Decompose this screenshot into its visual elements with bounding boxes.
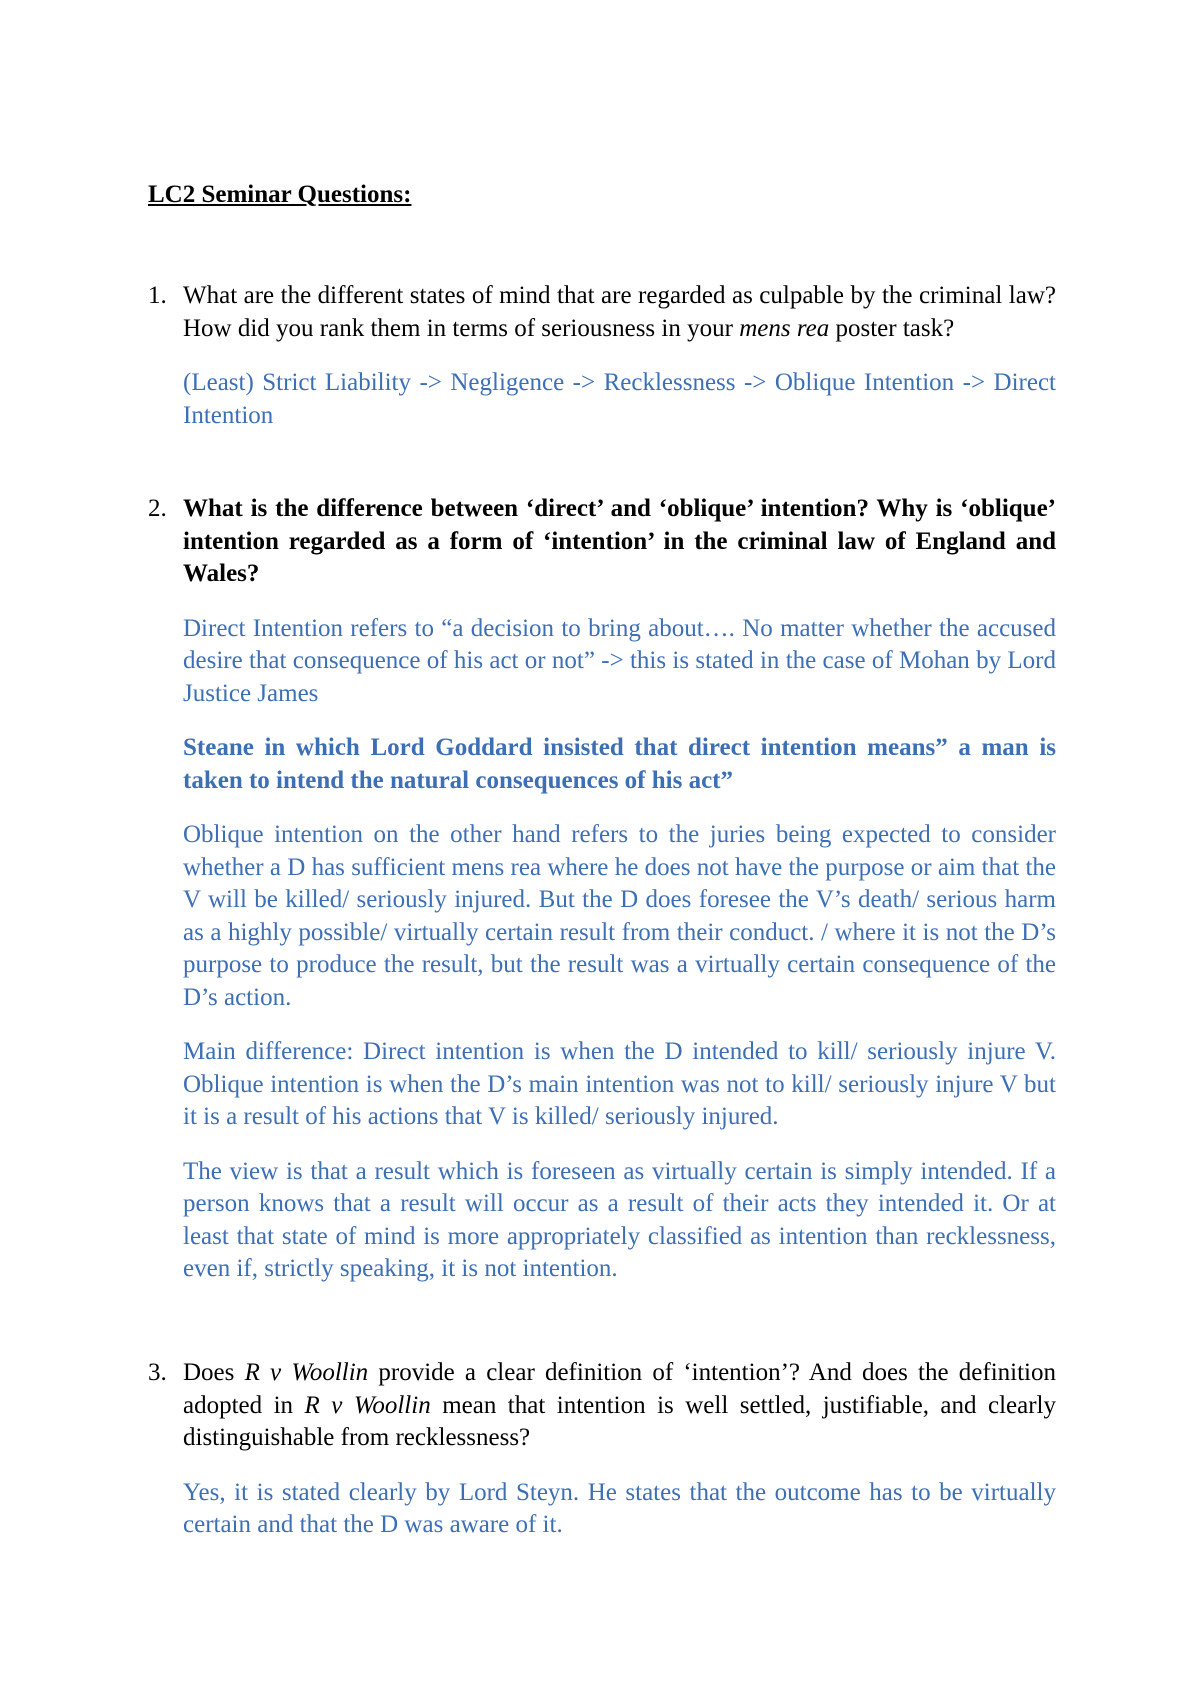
question-text-part: mean that intention is well settled, justifiable, and clearly distinguishable from recklessness? — [183, 1391, 1056, 1451]
answer-paragraph: Oblique intention on the other hand refers to the juries being expected to consider whether a D has sufficient mens rea where he does not have the purpose or aim that the V will be killed/ seriously injured. But the D does foresee the V’s death/ serious harm as a highly possible/ virtually certain result from their conduct. / where it is not the D’s purpose to produce the result, but the result was a virtually certain consequence of the D’s action. — [183, 821, 1056, 1011]
question-text-part: provide a clear definition of ‘intention’? And does the definition adopted in — [183, 1359, 1056, 1419]
question-3 — [148, 1357, 1056, 1542]
question-number: 3. — [148, 1359, 167, 1386]
document-title: LC2 Seminar Questions: — [148, 181, 412, 208]
question-text-part: poster task? — [829, 314, 955, 342]
answer-paragraph: Steane in which Lord Goddard insisted that direct intention means” a man is taken to intend the natural consequences of his act” — [183, 734, 1056, 794]
case-name-italic: R v Woollin — [244, 1359, 369, 1386]
answer-paragraph: Yes, it is stated clearly by Lord Steyn. He states that the outcome has to be virtually certain and that the D was aware of it. — [183, 1478, 1056, 1538]
answer-paragraph: (Least) Strict Liability -> Negligence -> Recklessness -> Oblique Intention -> Direct Intention — [183, 369, 1056, 429]
question-text-part: What are the different states of mind that are regarded as culpable by the criminal law? How did you rank them in terms of seriousness in your — [183, 282, 1056, 342]
answer-paragraph: Main difference: Direct intention is when the D intended to kill/ seriously injure V. Oblique intention is when the D’s main intention was not to kill/ seriously injure V but it is a result of his actions that V is killed/ seriously injured. — [183, 1038, 1056, 1130]
answer-paragraph: Direct Intention refers to “a decision to bring about…. No matter whether the accused desire that consequence of his act or not” -> this is stated in the case of Mohan by Lord Justice James — [183, 614, 1056, 707]
question-text: What is the difference between ‘direct’ and ‘oblique’ intention? Why is ‘oblique’ intention regarded as a form of ‘intention’ in the criminal law of England and Wales? — [183, 495, 1056, 587]
question-2 — [148, 493, 1056, 1286]
question-1 — [148, 280, 1056, 432]
question-number: 1. — [148, 282, 167, 309]
question-text — [183, 280, 1056, 345]
answer-paragraph: The view is that a result which is foreseen as virtually certain is simply intended. If a person knows that a result will occur as a result of their acts they intended it. Or at least that state of mind is more appropriately classified as intention than recklessness, even if, strictly speaking, it is not intention. — [183, 1157, 1056, 1282]
question-text-part: Does — [183, 1359, 245, 1386]
question-number: 2. — [148, 495, 167, 522]
case-name-italic: R v Woollin — [304, 1391, 431, 1419]
question-term-italic: mens rea — [739, 314, 830, 342]
question-text — [183, 1357, 1056, 1455]
